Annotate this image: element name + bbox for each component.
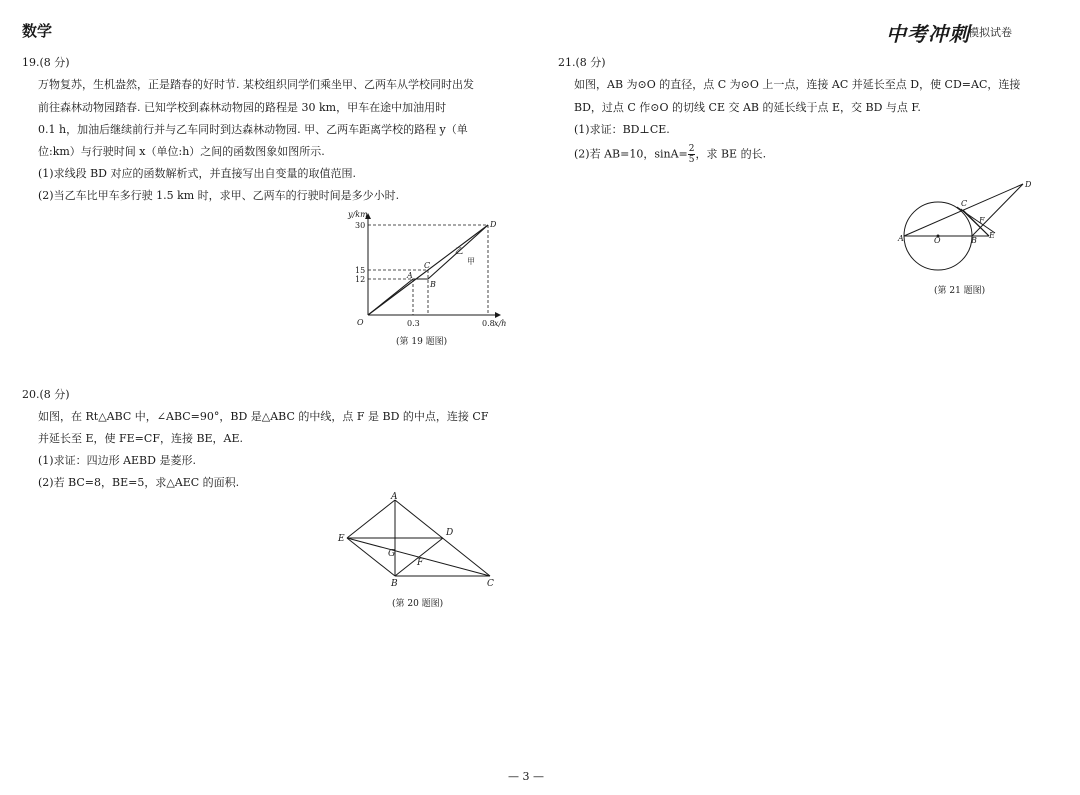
q20-part1: (1)求证：四边形 AEBD 是菱形. bbox=[38, 454, 196, 467]
point-b-label: B bbox=[430, 280, 436, 289]
q19-part2: (2)当乙车比甲车多行驶 1.5 km 时，求甲、乙两车的行驶时间是多少小时. bbox=[38, 189, 400, 202]
q20-label-a: A bbox=[391, 492, 398, 502]
line-label-yi: 乙 bbox=[455, 246, 463, 256]
sin-fraction-numerator: 2 bbox=[688, 144, 695, 154]
subject-title: 数学 bbox=[22, 22, 53, 40]
q21-figure bbox=[895, 176, 1035, 276]
q20-label-g: G bbox=[388, 549, 396, 559]
q19-line-3: 0.1 h，加油后继续前行并与乙车同时到达森林动物园. 甲、乙两车距离学校的路程 y（单 bbox=[38, 123, 468, 136]
q19-line-1: 万物复苏，生机盎然，正是踏春的好时节. 某校组织同学们乘坐甲、乙两车从学校同时出发 bbox=[38, 78, 474, 91]
q19-caption: (第 19 题图) bbox=[396, 337, 448, 347]
q19-function-graph bbox=[340, 208, 510, 328]
q21-part2-suffix: ，求 BE 的长. bbox=[695, 147, 767, 161]
q21-label-c: C bbox=[961, 199, 968, 208]
q21-label-b: B bbox=[971, 236, 977, 245]
q21-caption: (第 21 题图) bbox=[934, 286, 986, 296]
q19-number: 19.(8 分) bbox=[22, 56, 70, 69]
x-axis-label: x/h bbox=[494, 319, 507, 328]
q21-line-2: BD，过点 C 作⊙O 的切线 CE 交 AB 的延长线于点 E，交 BD 与点 F. bbox=[574, 101, 921, 114]
q19-line-2: 前往森林动物园踏春. 已知学校到森林动物园的路程是 30 km，甲车在途中加油用时 bbox=[38, 101, 447, 114]
q20-label-e: E bbox=[338, 534, 345, 544]
graph-labels bbox=[347, 210, 506, 328]
q20-figure bbox=[335, 490, 505, 590]
point-a-label: A bbox=[407, 271, 413, 280]
point-c-label: C bbox=[424, 261, 431, 270]
y-axis-label: y/km bbox=[348, 210, 368, 219]
origin-label: O bbox=[357, 318, 364, 327]
q21-label-f: F bbox=[979, 216, 985, 225]
q19-line-4: 位:km）与行驶时间 x（单位:h）之间的函数图象如图所示. bbox=[38, 145, 325, 158]
page-number: — 3 — bbox=[508, 770, 544, 783]
x-tick-0.3: 0.3 bbox=[407, 319, 420, 328]
q21-number: 21.(8 分) bbox=[558, 56, 606, 69]
q21-line-1: 如图，AB 为⊙O 的直径，点 C 为⊙O 上一点，连接 AC 并延长至点 D，使 CD=AC，连接 bbox=[574, 78, 1021, 91]
x-tick-0.8: 0.8 bbox=[482, 319, 495, 328]
q20-label-f: F bbox=[417, 558, 424, 568]
q20-label-b: B bbox=[391, 579, 398, 589]
y-tick-30: 30 bbox=[355, 221, 366, 230]
q21-part1: (1)求证：BD⊥CE. bbox=[574, 123, 670, 136]
q20-line-1: 如图，在 Rt△ABC 中，∠ABC=90°，BD 是△ABC 的中线，点 F 是 BD 的中点，连接 CF bbox=[38, 410, 489, 423]
q21-part2-prefix: (2)若 AB=10，sinA= bbox=[574, 147, 688, 161]
y-tick-15: 15 bbox=[355, 266, 366, 275]
y-tick-12: 12 bbox=[355, 275, 366, 284]
q19-part1: (1)求线段 BD 对应的函数解析式，并直接写出自变量的取值范围. bbox=[38, 167, 356, 180]
point-d-label: D bbox=[490, 220, 497, 229]
q21-part2 bbox=[574, 144, 766, 165]
q20-label-d: D bbox=[446, 528, 454, 538]
q21-label-o: O bbox=[934, 236, 941, 245]
q20-label-c: C bbox=[487, 579, 494, 589]
q21-label-a: A bbox=[898, 234, 904, 243]
q20-caption: (第 20 题图) bbox=[392, 599, 444, 609]
q20-part2: (2)若 BC=8，BE=5，求△AEC 的面积. bbox=[38, 476, 240, 489]
q21-label-e: E bbox=[989, 231, 995, 240]
q21-label-d: D bbox=[1025, 180, 1032, 189]
brand-logo: 中考冲刺 bbox=[886, 22, 970, 46]
series-title: 模拟试卷 bbox=[968, 26, 1012, 39]
q20-number: 20.(8 分) bbox=[22, 388, 70, 401]
line-label-jia: 甲 bbox=[467, 257, 475, 266]
q20-line-2: 并延长至 E，使 FE=CF，连接 BE，AE. bbox=[38, 432, 244, 445]
sin-fraction-denominator: 5 bbox=[688, 155, 695, 165]
